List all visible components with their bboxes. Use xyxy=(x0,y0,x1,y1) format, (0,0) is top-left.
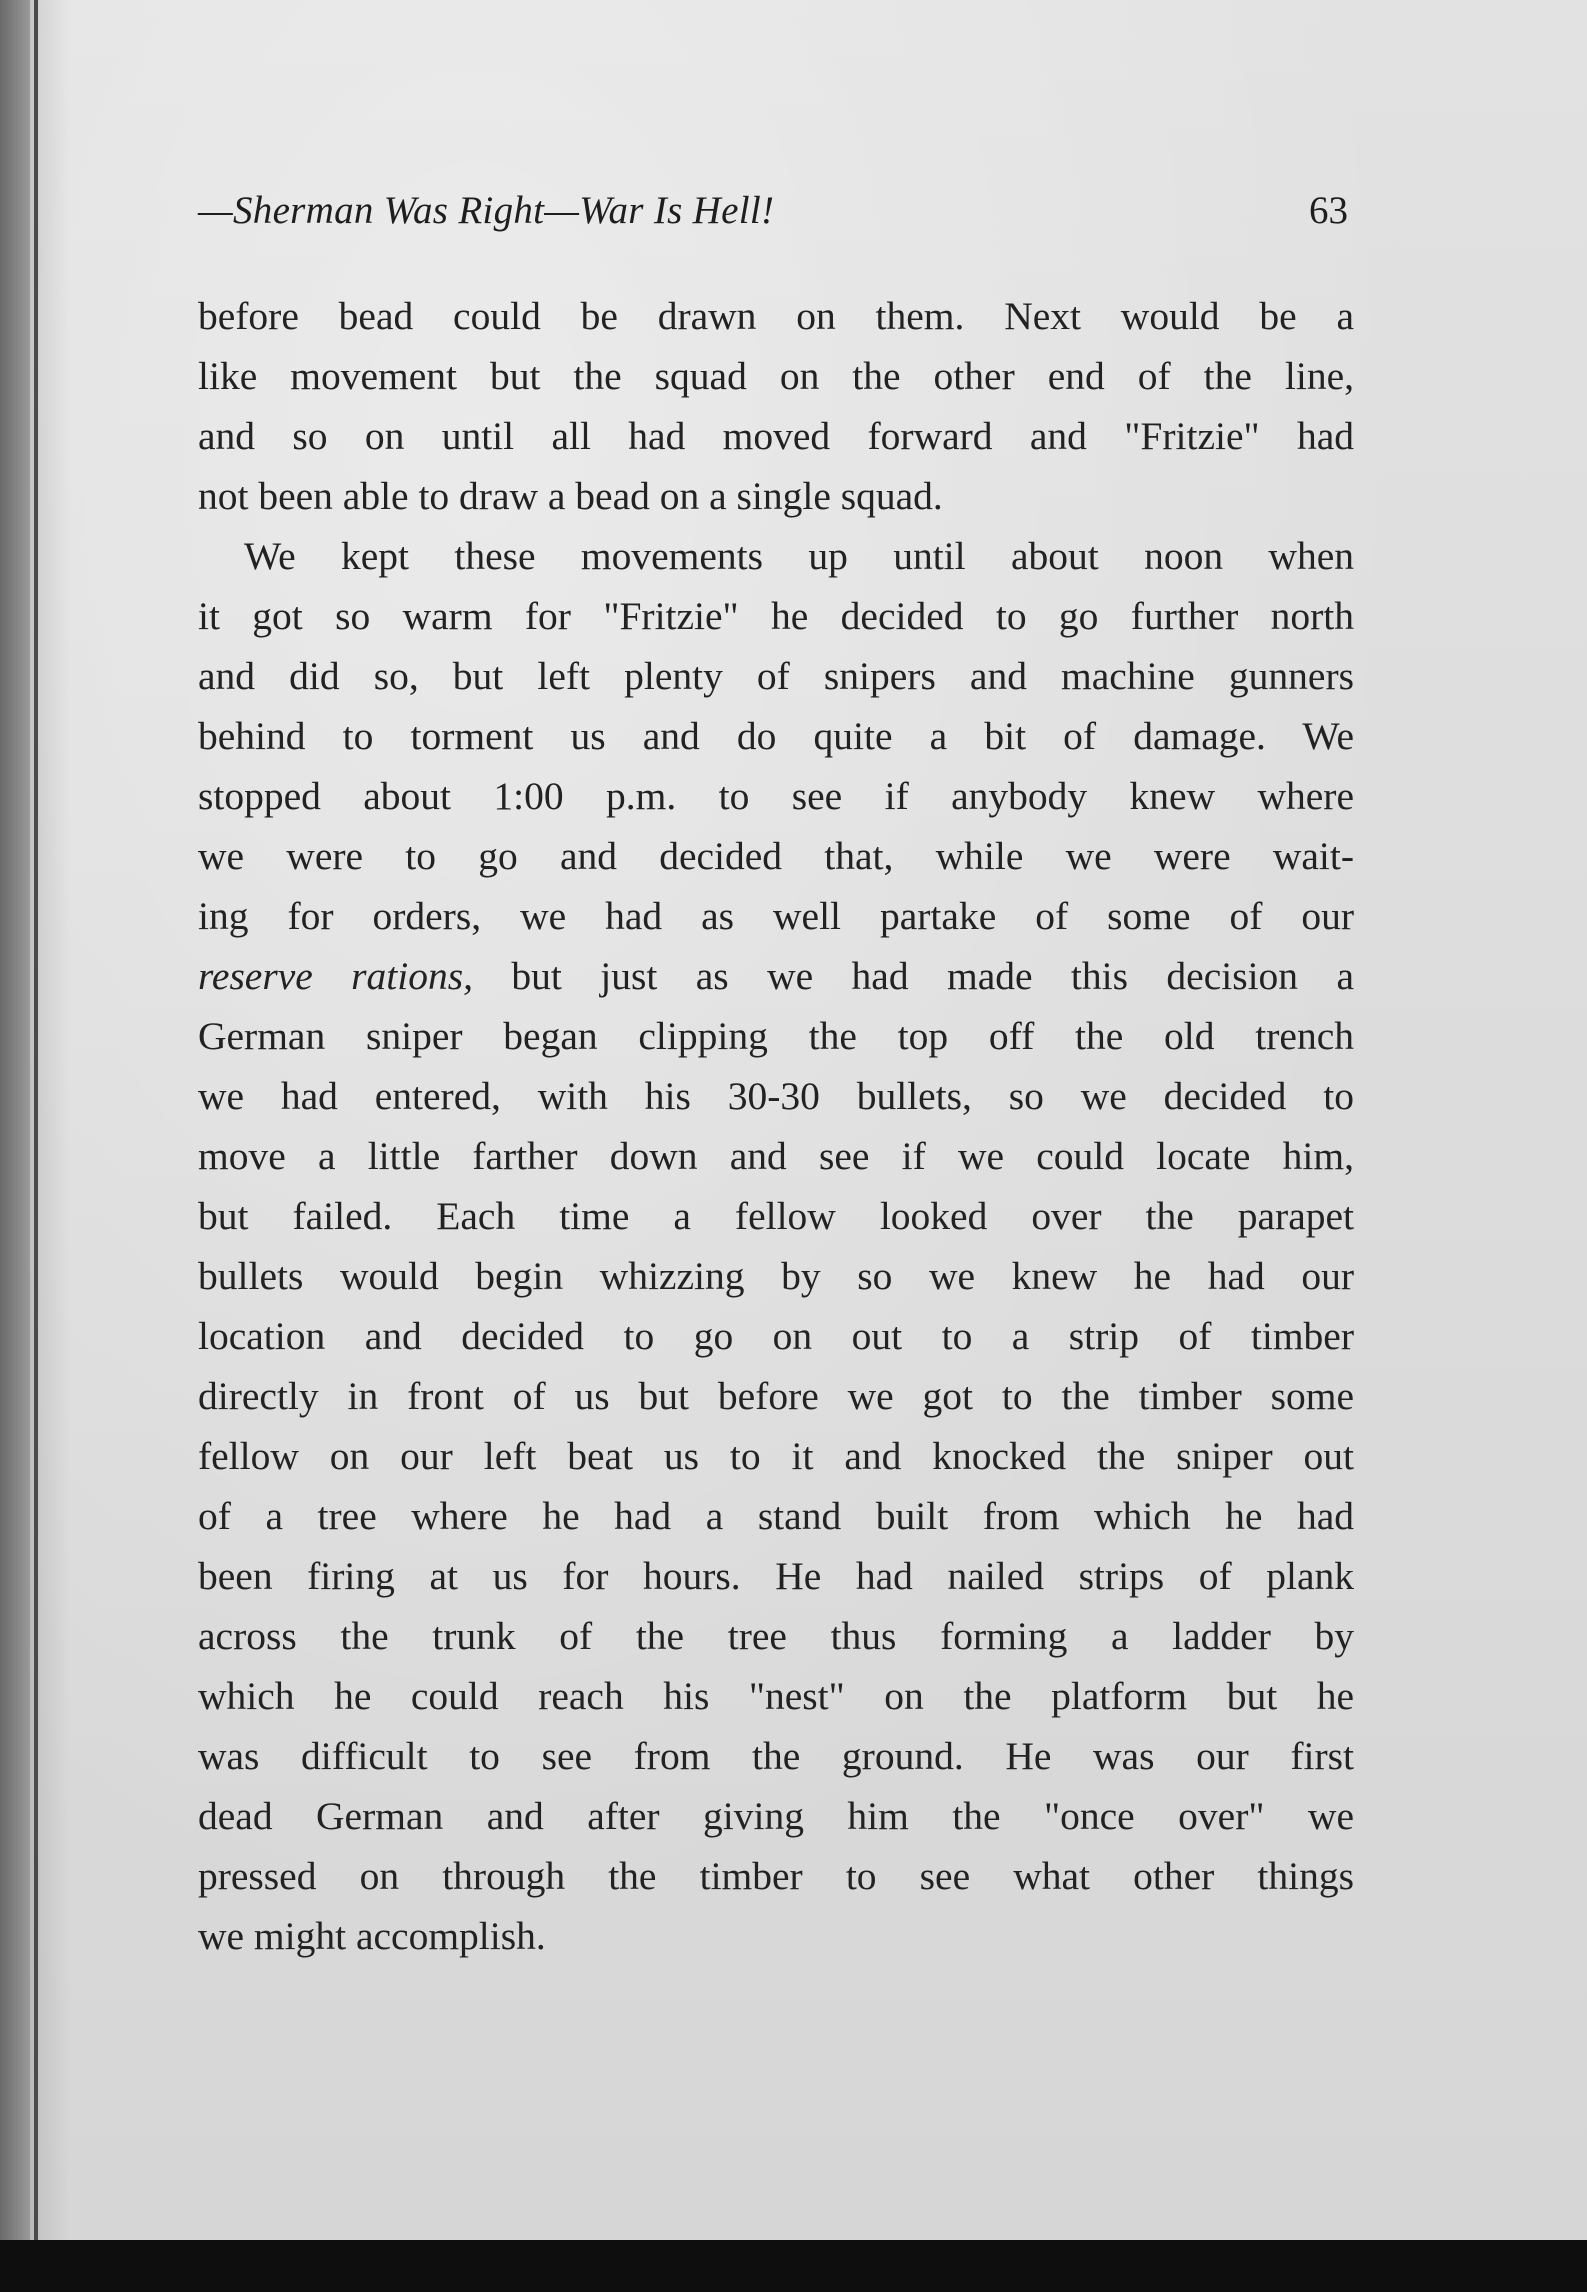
text-line: was difficult to see from the ground. He was our first xyxy=(198,1734,1354,1778)
page-number: 63 xyxy=(1309,189,1348,232)
text-line: ing for orders, we had as well partake of some of our xyxy=(198,894,1354,938)
text-line: move a little farther down and see if we could locate him, xyxy=(198,1134,1354,1178)
running-head xyxy=(198,188,1358,248)
text-line: it got so warm for "Fritzie" he decided to go further north xyxy=(198,594,1354,638)
running-title: —Sherman Was Right—War Is Hell! xyxy=(198,189,775,232)
text-line: which he could reach his "nest" on the platform but he xyxy=(198,1674,1354,1718)
text-line: we had entered, with his 30-30 bullets, so we decided to xyxy=(198,1074,1354,1118)
text-line: like movement but the squad on the other end of the line, xyxy=(198,354,1354,398)
text-line: not been able to draw a bead on a single squad. xyxy=(198,474,943,518)
text-line: fellow on our left beat us to it and knocked the sniper out xyxy=(198,1434,1354,1478)
scan-bottom-edge xyxy=(0,2240,1587,2292)
text-line: but failed. Each time a fellow looked over the parapet xyxy=(198,1194,1354,1238)
text-line: behind to torment us and do quite a bit of damage. We xyxy=(198,714,1354,758)
spine-edge xyxy=(34,0,38,2240)
text-line: and did so, but left plenty of snipers and machine gunners xyxy=(198,654,1354,698)
text-line: German sniper began clipping the top off the old trench xyxy=(198,1014,1354,1058)
text-line: across the trunk of the tree thus forming a ladder by xyxy=(198,1614,1354,1658)
text-segment: but just as we had made this decision a xyxy=(511,954,1354,998)
text-line: we might accomplish. xyxy=(198,1914,546,1958)
text-line: before bead could be drawn on them. Next would be a xyxy=(198,294,1354,338)
text-line: directly in front of us but before we got to the timber some xyxy=(198,1374,1354,1418)
text-line: and so on until all had moved forward and "Fritzie" had xyxy=(198,414,1354,458)
text-line-with-italic xyxy=(198,946,1354,1006)
text-line: location and decided to go on out to a strip of timber xyxy=(198,1314,1354,1358)
text-line: dead German and after giving him the "once over" we xyxy=(198,1794,1354,1838)
text-line: of a tree where he had a stand built from which he had xyxy=(198,1494,1354,1538)
text-line: we were to go and decided that, while we were wait- xyxy=(198,834,1354,878)
text-line: stopped about 1:00 p.m. to see if anybody knew where xyxy=(198,774,1354,818)
italic-phrase: reserve rations, xyxy=(198,954,474,998)
text-line: We kept these movements up until about noon when xyxy=(244,534,1354,578)
text-line: been firing at us for hours. He had nailed strips of plank xyxy=(198,1554,1354,1598)
text-line: pressed on through the timber to see what other things xyxy=(198,1854,1354,1898)
spine-shadow xyxy=(0,0,30,2240)
body-text xyxy=(198,286,1354,1966)
text-line: bullets would begin whizzing by so we knew he had our xyxy=(198,1254,1354,1298)
